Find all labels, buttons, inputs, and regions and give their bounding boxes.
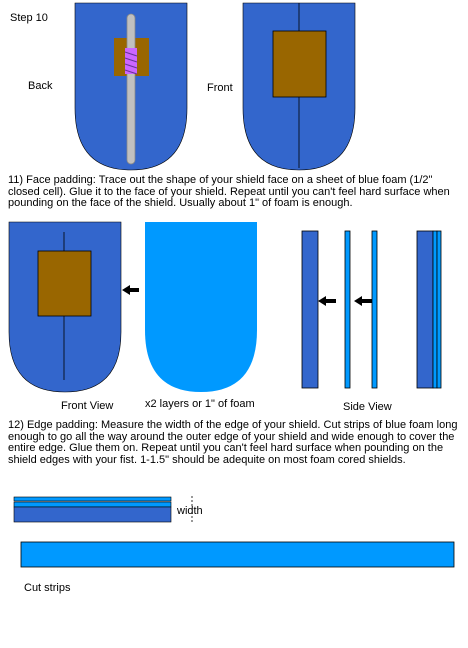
arrow-left-icon [318,296,336,306]
foam-sheet [145,222,257,392]
foam-layers-label: x2 layers or 1" of foam [145,398,255,410]
width-label: width [177,505,203,517]
step-title: Step 10 [10,12,48,24]
side-view-foam-layer [372,231,377,388]
side-view-assembled-foam [437,231,441,388]
arrow-left-icon [354,296,372,306]
side-view-assembled-board [417,231,433,388]
side-view-assembled-foam [433,231,437,388]
edge-foam-middle [14,502,171,507]
edge-foam-top [14,497,171,501]
step11-instructions: 11) Face padding: Trace out the shape of your shield face on a sheet of blue foam (1/2" closed cell). Glue it to the face of your shield. Repeat until you can't feel hard surface when pounding on the face of the shield. Usually about 1" of foam is enough. [8,174,450,209]
side-view-foam-layer [345,231,350,388]
arrow-left-icon [122,285,139,295]
cut-strip [21,542,454,567]
front-view-label: Front View [61,400,114,412]
cut-strips-label: Cut strips [24,582,71,594]
side-view-shield-board [302,231,318,388]
back-label: Back [28,80,53,92]
leather-patch-front-view [38,251,91,316]
leather-patch-front [273,31,326,97]
step12-instructions: 12) Edge padding: Measure the width of the edge of your shield. Cut strips of blue foam long enough to go all the way around the outer edge of your shield and wide enough to cover the entire edge. Glue them on. Repeat until you can't feel hard surface when pounding on the shield edges with your fist. 1-1.5" should be adequite on most foam cored shields. [8,419,458,466]
front-label: Front [207,82,233,94]
handle-grip [125,14,137,164]
side-view-label: Side View [343,401,392,413]
edge-shield-board [14,507,171,522]
